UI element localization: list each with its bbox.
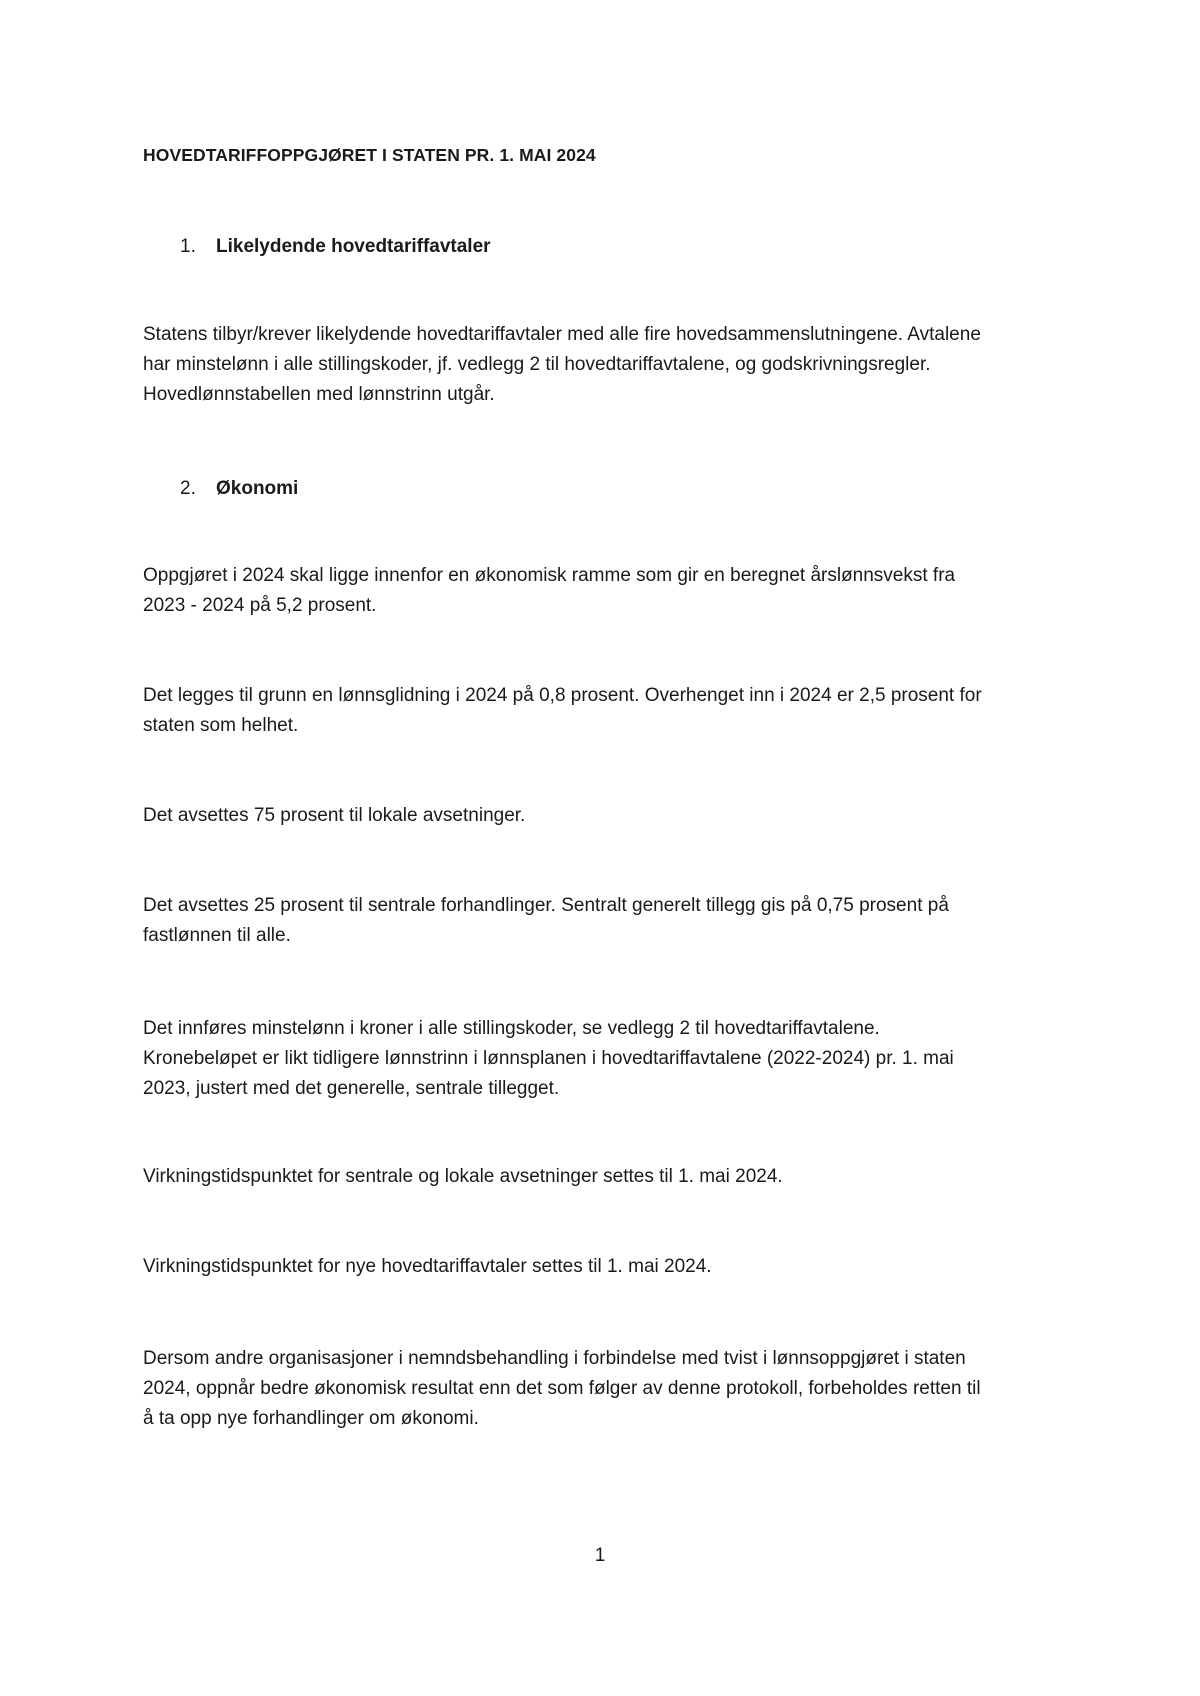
paragraph-line: staten som helhet. <box>143 715 299 736</box>
paragraph-line: Virkningstidspunktet for nye hovedtariffavtaler settes til 1. mai 2024. <box>143 1256 712 1277</box>
document-title: HOVEDTARIFFOPPGJØRET I STATEN PR. 1. MAI 2024 <box>143 145 596 165</box>
paragraph-line: Det innføres minstelønn i kroner i alle stillingskoder, se vedlegg 2 til hovedtariffavtalene. <box>143 1018 880 1039</box>
section-number: 1. <box>180 236 196 257</box>
paragraph-effective-date-agreements <box>143 1252 1083 1282</box>
paragraph-line: 2024, oppnår bedre økonomisk resultat enn det som følger av denne protokoll, forbeholdes retten til <box>143 1378 981 1399</box>
paragraph-economic-frame <box>143 561 1083 621</box>
paragraph-line: Kronebeløpet er likt tidligere lønnstrinn i lønnsplanen i hovedtariffavtalene (2022-2024) pr. 1. mai <box>143 1048 954 1069</box>
paragraph-minimum-wage <box>143 1014 1083 1104</box>
section-title: Økonomi <box>216 478 299 499</box>
paragraph-line: Det avsettes 75 prosent til lokale avsetninger. <box>143 805 526 826</box>
paragraph-line: Dersom andre organisasjoner i nemndsbehandling i forbindelse med tvist i lønnsoppgjøret i staten <box>143 1348 966 1369</box>
paragraph-line: Statens tilbyr/krever likelydende hovedtariffavtaler med alle fire hovedsammenslutningene. Avtalene <box>143 324 981 345</box>
section-heading-2 <box>180 478 298 500</box>
paragraph-line: Det legges til grunn en lønnsglidning i 2024 på 0,8 prosent. Overhenget inn i 2024 er 2,5 prosent for <box>143 685 982 706</box>
paragraph-line: Hovedlønnstabellen med lønnstrinn utgår. <box>143 384 495 405</box>
page-number: 1 <box>594 1545 606 1566</box>
section-heading-1 <box>180 236 491 258</box>
paragraph-line: har minstelønn i alle stillingskoder, jf. vedlegg 2 til hovedtariffavtalene, og godskrivningsregler. <box>143 354 931 375</box>
paragraph-line: å ta opp nye forhandlinger om økonomi. <box>143 1408 479 1429</box>
paragraph-local-allocation <box>143 801 1083 831</box>
paragraph-line: 2023 - 2024 på 5,2 prosent. <box>143 595 377 616</box>
section-title: Likelydende hovedtariffavtaler <box>216 236 491 257</box>
paragraph-line: Oppgjøret i 2024 skal ligge innenfor en økonomisk ramme som gir en beregnet årslønnsvekst fra <box>143 565 956 586</box>
paragraph-effective-date-allocations <box>143 1162 1083 1192</box>
paragraph-line: 2023, justert med det generelle, sentrale tillegget. <box>143 1078 560 1099</box>
paragraph-central-allocation <box>143 891 1083 951</box>
paragraph-collective-agreements <box>143 320 1083 410</box>
paragraph-line: fastlønnen til alle. <box>143 925 291 946</box>
paragraph-reservation <box>143 1344 1083 1434</box>
section-number: 2. <box>180 478 196 499</box>
paragraph-wage-drift <box>143 681 1083 741</box>
paragraph-line: Virkningstidspunktet for sentrale og lokale avsetninger settes til 1. mai 2024. <box>143 1166 783 1187</box>
paragraph-line: Det avsettes 25 prosent til sentrale forhandlinger. Sentralt generelt tillegg gis på 0,75 prosent på <box>143 895 949 916</box>
